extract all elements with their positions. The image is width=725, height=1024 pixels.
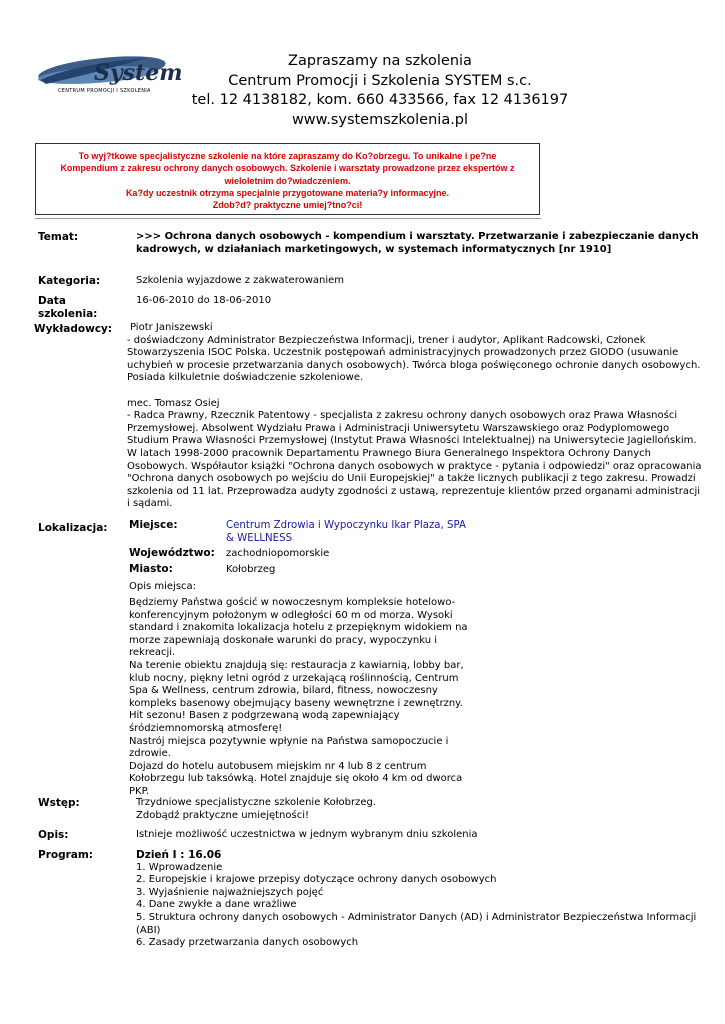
opis-label: Opis: <box>38 829 69 841</box>
header-line-2: Centrum Promocji i Szkolenia SYSTEM s.c. <box>228 72 532 89</box>
program-item: 5. Struktura ochrony danych osobowych - Administrator Danych (AD) i Administrator Bezpieczeństwa Informacji <box>136 911 697 923</box>
lecturer-2-bio-line: Osobowych. Współautor książki "Ochrona danych osobowych w praktyce - pytania i odpowiedzi" oraz opracowania <box>127 460 702 472</box>
logo-word: System <box>94 60 183 86</box>
opis-value: Istnieje możliwość uczestnictwa w jednym wybranym dniu szkolenia <box>136 829 478 840</box>
opis-line: klub nocny, piękny letni ogród z urzekającą roślinnością, Centrum <box>129 672 459 684</box>
opis-line: Hit sezonu! Basen z podgrzewaną wodą zapewniający <box>129 710 400 722</box>
notice-line-4: Ka?dy uczestnik otrzyma specjalnie przygotowane materia?y informacyjne. <box>125 187 450 198</box>
opis-miejsca-text <box>129 597 468 799</box>
program-item: 3. Wyjaśnienie najważniejszych pojęć <box>136 886 324 898</box>
wojewodztwo-value: zachodniopomorskie <box>226 548 330 559</box>
miasto-label: Miasto: <box>129 563 173 575</box>
lecturer-2-bio-line: "Ochrona danych osobowych po wejściu do Unii Europejskiej" a także licznych publikacji z tego zakresu. Prowadzi <box>127 473 696 485</box>
opis-line: zdrowie. <box>129 748 171 760</box>
program-day-heading: Dzień I : 16.06 <box>136 849 222 861</box>
lecturer-2-name: mec. Tomasz Osiej <box>127 397 220 409</box>
opis-line: Spa & Wellness, centrum zdrowia, bilard, fitness, nowoczesny <box>129 685 438 697</box>
wstep-line-2: Zdobądź praktyczne umiejętności! <box>136 809 310 821</box>
lecturer-1-bio-line: uchybień w procesie przetwarzania danych osobowych). Twórca bloga poświęconego ochronie danych osobowych. <box>127 359 701 371</box>
lecturer-spacer <box>127 385 702 398</box>
notice-line-1: To wyj?tkowe specjalistyczne szkolenie na które zapraszamy do Ko?obrzegu. To unikalne i pe?ne <box>78 151 497 161</box>
temat-line-1: >>> Ochrona danych osobowych - kompendium i warsztaty. Przetwarzanie i zabezpieczanie danych <box>136 231 699 242</box>
opis-line: śródziemnomorską atmosferę! <box>129 722 283 734</box>
opis-miejsca-label: Opis miejsca: <box>129 581 197 592</box>
opis-line: Kołobrzegu lub taksówką. Hotel znajduje się około 4 km od dworca <box>129 773 463 785</box>
program-label: Program: <box>38 849 94 861</box>
data-value: 16-06-2010 do 18-06-2010 <box>136 295 272 306</box>
lokalizacja-label: Lokalizacja: <box>38 522 108 534</box>
lecturer-1-bio-line: Posiada kilkuletnie doświadczenie szkoleniowe. <box>127 372 364 384</box>
lecturer-1-name: Piotr Janiszewski <box>130 322 213 333</box>
notice-shadow-rule <box>35 218 541 219</box>
wojewodztwo-label: Województwo: <box>129 547 215 559</box>
opis-line: morze zapewniają doskonałe warunki do pracy, wypoczynku i <box>129 634 437 646</box>
lecturer-2-bio-line: i sądami. <box>127 498 173 510</box>
wykladowcy-text <box>127 322 702 511</box>
lecturer-2-bio-line: W latach 1998-2000 pracownik Departamentu Prawnego Biura Generalnego Inspektora Ochrony Danych <box>127 447 652 459</box>
kategoria-label: Kategoria: <box>38 275 101 287</box>
program-item: 6. Zasady przetwarzania danych osobowych <box>136 937 359 949</box>
lecturer-1-bio-line: Stowarzyszenia ISOC Polska. Uczestnik postępowań administracyjnych prowadzonych przez GIODO (usuwanie <box>127 347 679 359</box>
wstep-text <box>136 797 376 822</box>
program-item: 1. Wprowadzenie <box>136 861 223 873</box>
opis-line: standard i znakomita lokalizacja hotelu z przepięknym widokiem na <box>129 622 468 634</box>
notice-line-5: Zdob?d? praktyczne umiej?tno?ci! <box>212 200 363 211</box>
miejsce-link-line-2[interactable]: & WELLNESS <box>226 532 293 544</box>
header-line-3: tel. 12 4138182, kom. 660 433566, fax 12 4136197 <box>191 92 569 108</box>
opis-line: Dojazd do hotelu autobusem miejskim nr 4 lub 8 z centrum <box>129 760 427 772</box>
opis-line: Na terenie obiektu znajdują się: restauracja z kawiarnią, lobby bar, <box>129 659 464 671</box>
opis-line: rekreacji. <box>129 647 176 659</box>
opis-line: Nastrój miejsca pozytywnie wpłynie na Państwa samopoczucie i <box>129 735 449 747</box>
miasto-value: Kołobrzeg <box>226 564 276 575</box>
notice-line-2: Kompendium z zakresu ochrony danych osobowych. Szkolenie i warsztaty prowadzone przez ekspertów z <box>60 163 515 174</box>
logo-subtitle: CENTRUM PROMOCJI I SZKOLENIA <box>58 88 151 94</box>
wstep-label: Wstęp: <box>38 797 80 809</box>
temat-value <box>136 231 699 256</box>
program-item: 2. Europejskie i krajowe przepisy dotyczące ochrony danych osobowych <box>136 874 497 886</box>
kategoria-value: Szkolenia wyjazdowe z zakwaterowaniem <box>136 275 345 286</box>
data-label <box>38 295 97 321</box>
opis-line: kompleks basenowy obejmujący baseny wewnętrzne i zewnętrzny. <box>129 697 463 709</box>
header-line-1: Zapraszamy na szkolenia <box>288 53 472 69</box>
lecturer-2-bio-line: Przemysłowej. Absolwent Wydziału Prawa i Administracji Uniwersytetu Warszawskiego oraz Podyplomowego <box>127 422 670 434</box>
header-website[interactable]: www.systemszkolenia.pl <box>291 111 469 128</box>
company-logo <box>36 50 186 102</box>
lecturer-2-bio-line: szkolenia od 11 lat. Przeprowadza audyty zgodności z ustawą, reprezentuje klientów przed organami administracji <box>127 485 701 497</box>
lecturer-2-bio-line: - Radca Prawny, Rzecznik Patentowy - specjalista z zakresu ochrony danych osobowych oraz Prawa Własności <box>127 410 678 422</box>
page-header <box>190 52 570 130</box>
opis-line: Będziemy Państwa gościć w nowoczesnym kompleksie hotelowo- <box>129 597 456 608</box>
miejsce-link[interactable] <box>226 520 466 545</box>
temat-label: Temat: <box>38 231 79 243</box>
data-label-line-2: szkolenia: <box>38 308 98 320</box>
program-item: 4. Dane zwykłe a dane wrażliwe <box>136 899 297 911</box>
notice-line-3: wieloletnim do?wiadczeniem. <box>224 175 351 186</box>
miejsce-label: Miejsce: <box>129 519 178 531</box>
miejsce-link-line-1[interactable]: Centrum Zdrowia i Wypoczynku Ikar Plaza, SPA <box>226 520 466 531</box>
temat-line-2: kadrowych, w działaniach marketingowych, w systemach informatycznych [nr 1910] <box>136 243 612 255</box>
program-text <box>136 849 696 950</box>
opis-line: konferencyjnym położonym w odległości 60 m od morza. Wysoki <box>129 609 453 621</box>
program-item: (ABI) <box>136 924 161 936</box>
lecturer-2-bio-line: Studium Prawa Własności Przemysłowej (Instytut Prawa Własności Intelektualnej) na Uniwersytecie Jagiellońskim. <box>127 435 697 447</box>
wstep-line-1: Trzydniowe specjalistyczne szkolenie Kołobrzeg. <box>136 797 377 808</box>
data-label-line-1: Data <box>38 295 66 307</box>
wykladowcy-label: Wykładowcy: <box>34 323 113 335</box>
opis-line: PKP. <box>129 785 150 797</box>
promo-notice-box <box>35 143 540 215</box>
lecturer-1-bio-line: - doświadczony Administrator Bezpieczeństwa Informacji, trener i audytor, Aplikant Radcowski, Członek <box>127 334 646 346</box>
